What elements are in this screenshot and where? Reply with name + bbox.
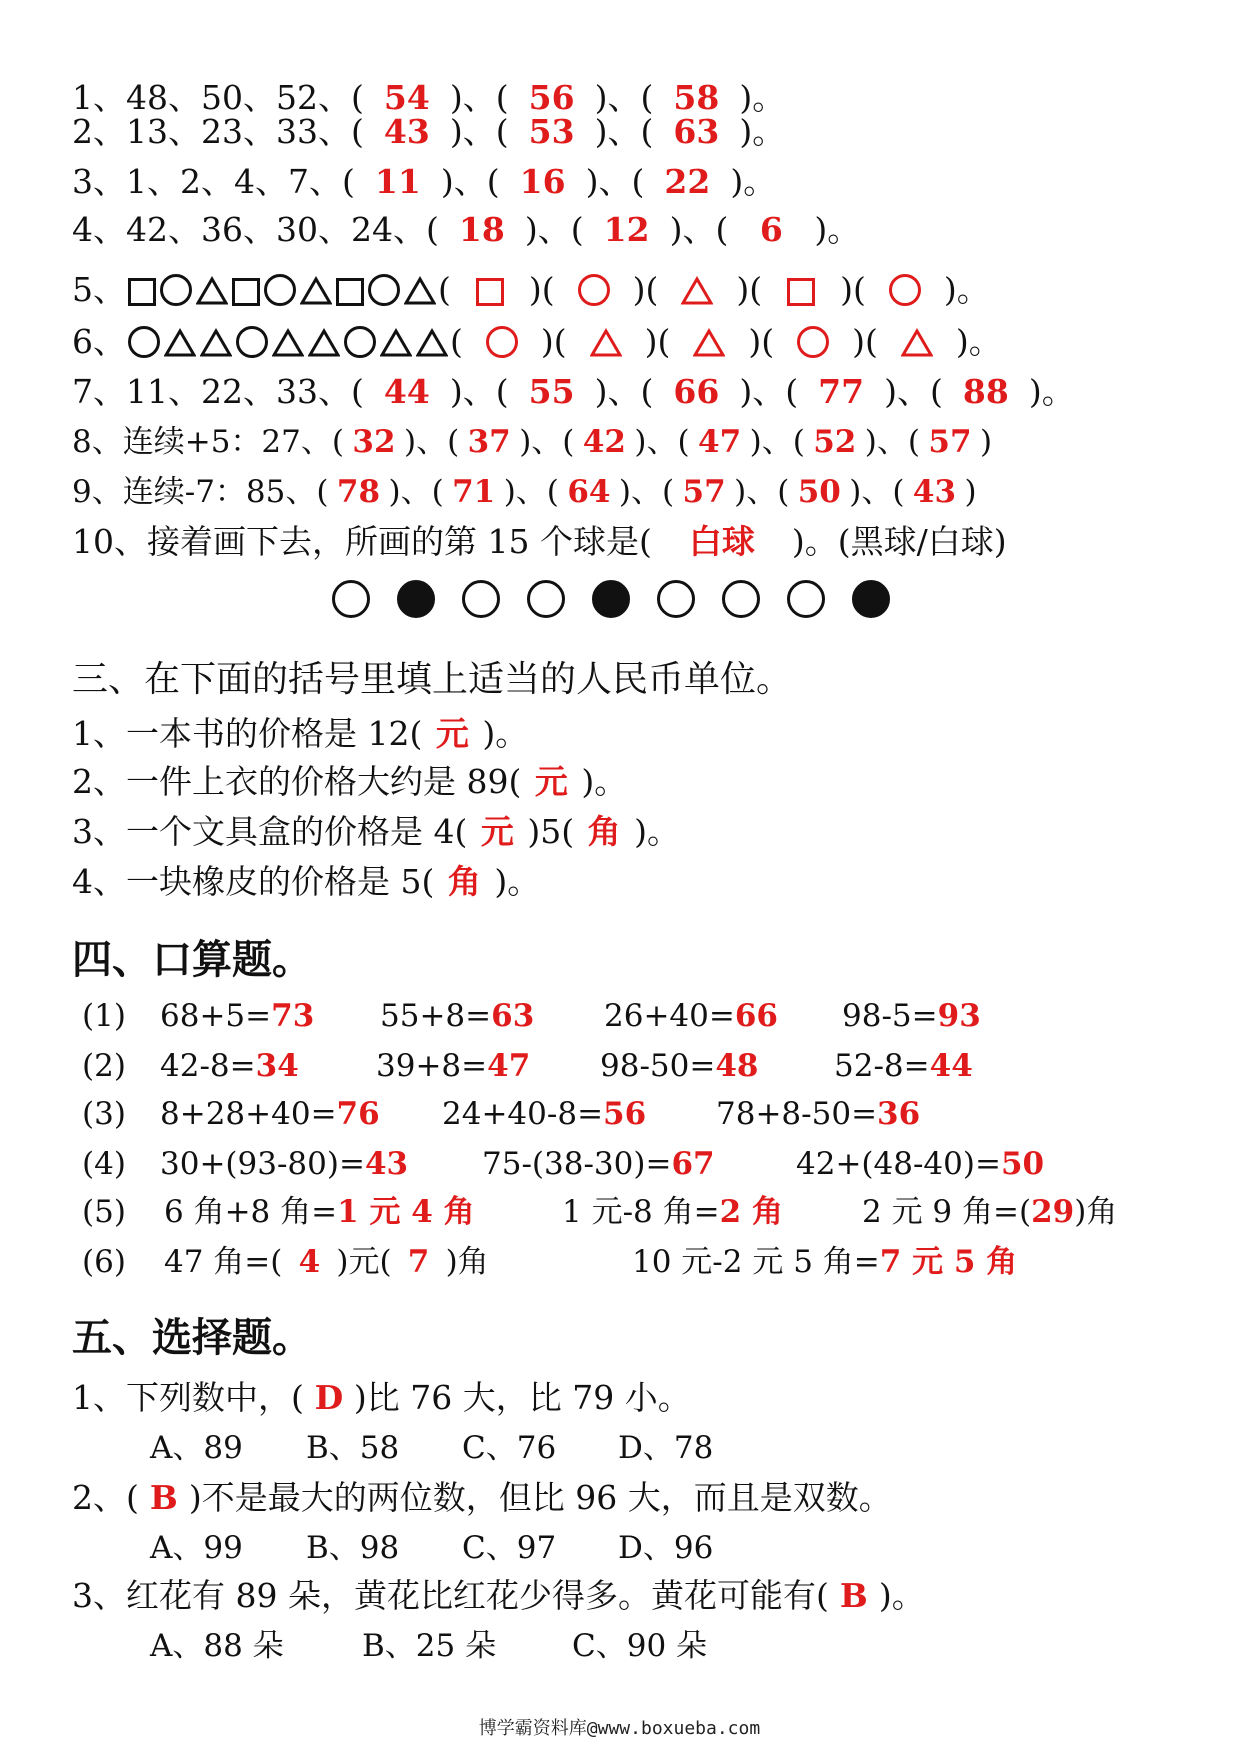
q-text: 11、22、33、 bbox=[126, 372, 351, 411]
expr: )角 bbox=[445, 1244, 489, 1280]
answer: 36 bbox=[877, 1096, 921, 1132]
calc-item bbox=[716, 1094, 920, 1134]
q-text: 1、下列数中，( bbox=[72, 1378, 304, 1417]
option: B、98 bbox=[306, 1530, 400, 1566]
answer: 32 bbox=[352, 424, 396, 460]
q-text: 4、一块橡皮的价格是 5( bbox=[72, 862, 435, 901]
expr: 6 角+8 角= bbox=[164, 1194, 338, 1230]
answer: 4 bbox=[298, 1244, 321, 1280]
triangle-icon bbox=[901, 327, 933, 367]
answer: 29 bbox=[1031, 1194, 1075, 1230]
q10-line bbox=[72, 522, 1007, 562]
expr: )元( bbox=[336, 1244, 392, 1280]
section-5-title: 五、选择题。 bbox=[72, 1314, 312, 1361]
answer: 47 bbox=[698, 424, 742, 460]
expr: 42-8= bbox=[160, 1048, 256, 1084]
sec5-q1 bbox=[72, 1378, 691, 1418]
circle-icon bbox=[889, 274, 921, 306]
answer: 22 bbox=[664, 162, 711, 201]
expr: 98-5= bbox=[842, 998, 938, 1034]
answer: B bbox=[839, 1576, 868, 1615]
answer: 44 bbox=[383, 372, 430, 411]
q-text: 9、连续-7：85、 bbox=[72, 474, 317, 510]
white-ball bbox=[527, 580, 565, 618]
answer: 55 bbox=[528, 372, 575, 411]
expr: 42+(48-40)= bbox=[796, 1146, 1001, 1182]
answer: 7 bbox=[407, 1244, 430, 1280]
answer: 44 bbox=[929, 1048, 973, 1084]
circle-icon bbox=[578, 274, 610, 306]
q-text: )。 bbox=[634, 812, 680, 851]
expr: 30+(93-80)= bbox=[160, 1146, 365, 1182]
triangle-icon bbox=[196, 275, 228, 315]
calc-item bbox=[164, 1242, 489, 1282]
seq-q3: 3、1、2、4、7、( 11 )、( 16 )、( 22 )。 bbox=[72, 162, 777, 201]
answer: 54 bbox=[383, 78, 430, 117]
shape-answers: ( )( )( )( )( ) bbox=[438, 270, 957, 309]
calc-item bbox=[482, 1144, 715, 1184]
calc-item bbox=[632, 1242, 1017, 1282]
answer: 67 bbox=[671, 1146, 715, 1182]
answer: 50 bbox=[797, 474, 841, 510]
square-icon bbox=[232, 278, 260, 306]
answer: 43 bbox=[364, 1146, 409, 1182]
expr: 8+28+40= bbox=[160, 1096, 337, 1132]
circle-icon bbox=[486, 326, 518, 358]
section-4-title: 四、口算题。 bbox=[72, 936, 312, 983]
triangle-icon bbox=[300, 275, 332, 315]
calc-item bbox=[562, 1192, 783, 1232]
q-num: 2、 bbox=[72, 112, 126, 151]
triangle-icon bbox=[416, 327, 448, 367]
expr: 68+5= bbox=[160, 998, 272, 1034]
calc-item bbox=[376, 1046, 530, 1086]
circle-icon bbox=[264, 274, 296, 306]
shape-answer bbox=[658, 270, 736, 315]
square-icon bbox=[336, 278, 364, 306]
expr: 24+40-8= bbox=[442, 1096, 604, 1132]
answer: 66 bbox=[734, 998, 778, 1034]
q-text: )。 bbox=[878, 1576, 925, 1615]
answer: 57 bbox=[928, 424, 972, 460]
calc-label: (3) bbox=[82, 1096, 126, 1132]
option: B、25 朵 bbox=[362, 1628, 497, 1664]
answer: 47 bbox=[487, 1048, 531, 1084]
white-ball bbox=[332, 580, 370, 618]
answer: 1 元 4 角 bbox=[337, 1194, 475, 1230]
triangle-icon bbox=[272, 327, 304, 367]
answer: 2 角 bbox=[719, 1194, 783, 1230]
expr: 10 元-2 元 5 角= bbox=[632, 1244, 880, 1280]
q-text: 42、36、30、24、 bbox=[126, 210, 426, 249]
answer: 88 bbox=[962, 372, 1009, 411]
calc-label: (6) bbox=[82, 1244, 126, 1280]
square-icon bbox=[476, 278, 504, 306]
triangle-icon bbox=[380, 327, 412, 367]
circle-icon bbox=[236, 326, 268, 358]
sec3-q4 bbox=[72, 862, 540, 902]
circle-icon bbox=[368, 274, 400, 306]
q-num: 5、 bbox=[72, 270, 126, 309]
answer: 76 bbox=[336, 1096, 380, 1132]
section-3-title: 三、在下面的括号里填上适当的人民币单位。 bbox=[72, 659, 793, 700]
calc-item bbox=[834, 1046, 973, 1086]
q-num: 4、 bbox=[72, 210, 126, 249]
circle-icon bbox=[344, 326, 376, 358]
answer: 43 bbox=[383, 112, 430, 151]
q-text: 3、红花有 89 朵，黄花比红花少得多。黄花可能有( bbox=[72, 1576, 829, 1615]
expr: 1 元-8 角= bbox=[562, 1194, 720, 1230]
answer: 7 元 5 角 bbox=[879, 1244, 1018, 1280]
answer: 白球 bbox=[688, 522, 755, 561]
answer: 43 bbox=[912, 474, 957, 510]
q-num: 3、 bbox=[72, 162, 126, 201]
expr: 2 元 9 角=( bbox=[862, 1194, 1032, 1230]
answer: 53 bbox=[528, 112, 575, 151]
shape-answers: ( )( )( )( )( ) bbox=[450, 322, 969, 361]
seq-q9: 9、连续-7：85、( 78 )、( 71 )、( 64 )、( 57 )、( 50 )、( 43 ) bbox=[72, 474, 977, 510]
answer: 18 bbox=[458, 210, 505, 249]
square-icon bbox=[787, 278, 815, 306]
answer: 角 bbox=[447, 862, 481, 901]
answer: 66 bbox=[673, 372, 720, 411]
answer: 93 bbox=[937, 998, 981, 1034]
calc-item bbox=[862, 1192, 1117, 1232]
calc-item bbox=[842, 996, 981, 1036]
q-num: 7、 bbox=[72, 372, 126, 411]
calc-item bbox=[160, 996, 314, 1036]
q-text: )5( bbox=[527, 812, 575, 851]
calc-item bbox=[600, 1046, 758, 1086]
circle-icon bbox=[128, 326, 160, 358]
q-text: 13、23、33、 bbox=[126, 112, 351, 151]
expr: 78+8-50= bbox=[716, 1096, 878, 1132]
calc-item bbox=[442, 1094, 646, 1134]
answer: 16 bbox=[519, 162, 566, 201]
answer: 11 bbox=[374, 162, 421, 201]
calc-item bbox=[160, 1046, 299, 1086]
q-text: )不是最大的两位数，但比 96 大，而且是双数。 bbox=[188, 1478, 892, 1517]
option: A、99 bbox=[150, 1530, 243, 1566]
calc-label: (5) bbox=[82, 1194, 126, 1230]
option: C、97 bbox=[462, 1530, 557, 1566]
answer: D bbox=[314, 1378, 344, 1417]
expr: 52-8= bbox=[834, 1048, 930, 1084]
shape-answer bbox=[463, 322, 541, 362]
shape-answer bbox=[670, 322, 748, 367]
option: D、78 bbox=[618, 1430, 714, 1466]
white-ball bbox=[657, 580, 695, 618]
expr: 75-(38-30)= bbox=[482, 1146, 672, 1182]
answer: 56 bbox=[603, 1096, 647, 1132]
answer: 71 bbox=[452, 474, 496, 510]
answer: 73 bbox=[271, 998, 315, 1034]
shape-answer bbox=[774, 322, 852, 362]
answer: 12 bbox=[603, 210, 650, 249]
triangle-icon bbox=[404, 275, 436, 315]
answer: 元 bbox=[480, 812, 514, 851]
option: C、90 朵 bbox=[572, 1628, 708, 1664]
shape-answer bbox=[567, 322, 645, 367]
answer: 42 bbox=[582, 424, 626, 460]
answer: 37 bbox=[467, 424, 511, 460]
shape-q6: 6、 ( )( )( )( )( )。 bbox=[72, 322, 1002, 367]
sec3-q2 bbox=[72, 762, 627, 802]
answer: 48 bbox=[715, 1048, 759, 1084]
circle-icon bbox=[160, 274, 192, 306]
q-text: 2、( bbox=[72, 1478, 139, 1517]
q-text: )。 bbox=[494, 862, 541, 901]
answer: 50 bbox=[1000, 1146, 1045, 1182]
calc-label: (2) bbox=[82, 1048, 126, 1084]
expr: 39+8= bbox=[376, 1048, 488, 1084]
option: C、76 bbox=[462, 1430, 557, 1466]
black-ball bbox=[592, 580, 630, 618]
calc-item bbox=[160, 1094, 380, 1134]
expr: )角 bbox=[1074, 1194, 1118, 1230]
q-text: 48、50、52、 bbox=[126, 78, 351, 117]
calc-item bbox=[796, 1144, 1044, 1184]
shape-answer bbox=[878, 322, 956, 367]
answer: 58 bbox=[673, 78, 720, 117]
answer: 78 bbox=[336, 474, 381, 510]
footer-watermark: 博学霸资料库@www.boxueba.com bbox=[478, 1718, 761, 1739]
q-num: 1、 bbox=[72, 78, 126, 117]
shape-pattern bbox=[126, 270, 438, 309]
calc-label: (1) bbox=[82, 998, 126, 1034]
option: B、58 bbox=[306, 1430, 400, 1466]
shape-answer bbox=[451, 270, 529, 310]
expr: 26+40= bbox=[604, 998, 735, 1034]
calc-item bbox=[160, 1144, 408, 1184]
answer: B bbox=[149, 1478, 178, 1517]
q-text: 10、接着画下去，所画的第 15 个球是( bbox=[72, 522, 652, 561]
q-text: )。 bbox=[482, 714, 529, 753]
seq-q7: 7、11、22、33、( 44 )、( 55 )、( 66 )、( 77 )、( 88 )。 bbox=[72, 372, 1075, 411]
expr: 98-50= bbox=[600, 1048, 716, 1084]
seq-q1: 1、48、50、52、( 54 )、( 56 )、( 58 )。 bbox=[72, 78, 786, 117]
sec5-q3 bbox=[72, 1576, 925, 1616]
q-num: 6、 bbox=[72, 322, 126, 361]
answer: 角 bbox=[587, 812, 621, 851]
triangle-icon bbox=[693, 327, 725, 367]
q-text: 1、2、4、7、 bbox=[126, 162, 342, 201]
triangle-icon bbox=[590, 327, 622, 367]
triangle-icon bbox=[164, 327, 196, 367]
sec3-q1 bbox=[72, 714, 528, 754]
answer: 6 bbox=[759, 210, 783, 249]
answer: 元 bbox=[534, 762, 568, 801]
answer: 56 bbox=[528, 78, 575, 117]
calc-item bbox=[604, 996, 778, 1036]
q-text: 2、一件上衣的价格大约是 89( bbox=[72, 762, 522, 801]
calc-item bbox=[164, 1192, 475, 1232]
black-ball bbox=[397, 580, 435, 618]
expr: 47 角=( bbox=[164, 1244, 283, 1280]
sec3-q3 bbox=[72, 812, 680, 852]
triangle-icon bbox=[200, 327, 232, 367]
triangle-icon bbox=[681, 275, 713, 315]
calc-item bbox=[380, 996, 534, 1036]
circle-icon bbox=[797, 326, 829, 358]
option: D、96 bbox=[618, 1530, 714, 1566]
answer: 64 bbox=[567, 474, 611, 510]
q-text: 3、一个文具盒的价格是 4( bbox=[72, 812, 468, 851]
answer: 34 bbox=[255, 1048, 299, 1084]
seq-q2: 2、13、23、33、( 43 )、( 53 )、( 63 )。 bbox=[72, 112, 786, 151]
square-icon bbox=[128, 278, 156, 306]
q-text: 8、连续+5：27、 bbox=[72, 424, 332, 460]
white-ball bbox=[787, 580, 825, 618]
shape-q5: 5、 ( )( )( )( )( )。 bbox=[72, 270, 990, 315]
shape-answer bbox=[762, 270, 840, 310]
shape-answer bbox=[555, 270, 633, 310]
seq-q8: 8、连续+5：27、( 32 )、( 37 )、( 42 )、( 47 )、( 52 )、( 57 ) bbox=[72, 424, 993, 460]
shape-pattern bbox=[126, 322, 450, 361]
calc-label: (4) bbox=[82, 1146, 126, 1182]
answer: 57 bbox=[682, 474, 726, 510]
answer: 52 bbox=[813, 424, 857, 460]
q-text: )。(黑球/白球) bbox=[791, 522, 1007, 561]
q-text: )。 bbox=[581, 762, 628, 801]
sec5-q2 bbox=[72, 1478, 892, 1518]
answer: 63 bbox=[673, 112, 720, 151]
expr: 55+8= bbox=[380, 998, 492, 1034]
q-text: 1、一本书的价格是 12( bbox=[72, 714, 423, 753]
triangle-icon bbox=[308, 327, 340, 367]
white-ball bbox=[722, 580, 760, 618]
answer: 63 bbox=[491, 998, 535, 1034]
seq-q4: 4、42、36、30、24、( 18 )、( 12 )、( 6 )。 bbox=[72, 210, 861, 249]
option: A、89 bbox=[150, 1430, 243, 1466]
white-ball bbox=[462, 580, 500, 618]
option: A、88 朵 bbox=[150, 1628, 284, 1664]
shape-answer bbox=[866, 270, 944, 310]
answer: 77 bbox=[818, 372, 865, 411]
q-text: )比 76 大，比 79 小。 bbox=[353, 1378, 691, 1417]
black-ball bbox=[852, 580, 890, 618]
answer: 元 bbox=[435, 714, 469, 753]
